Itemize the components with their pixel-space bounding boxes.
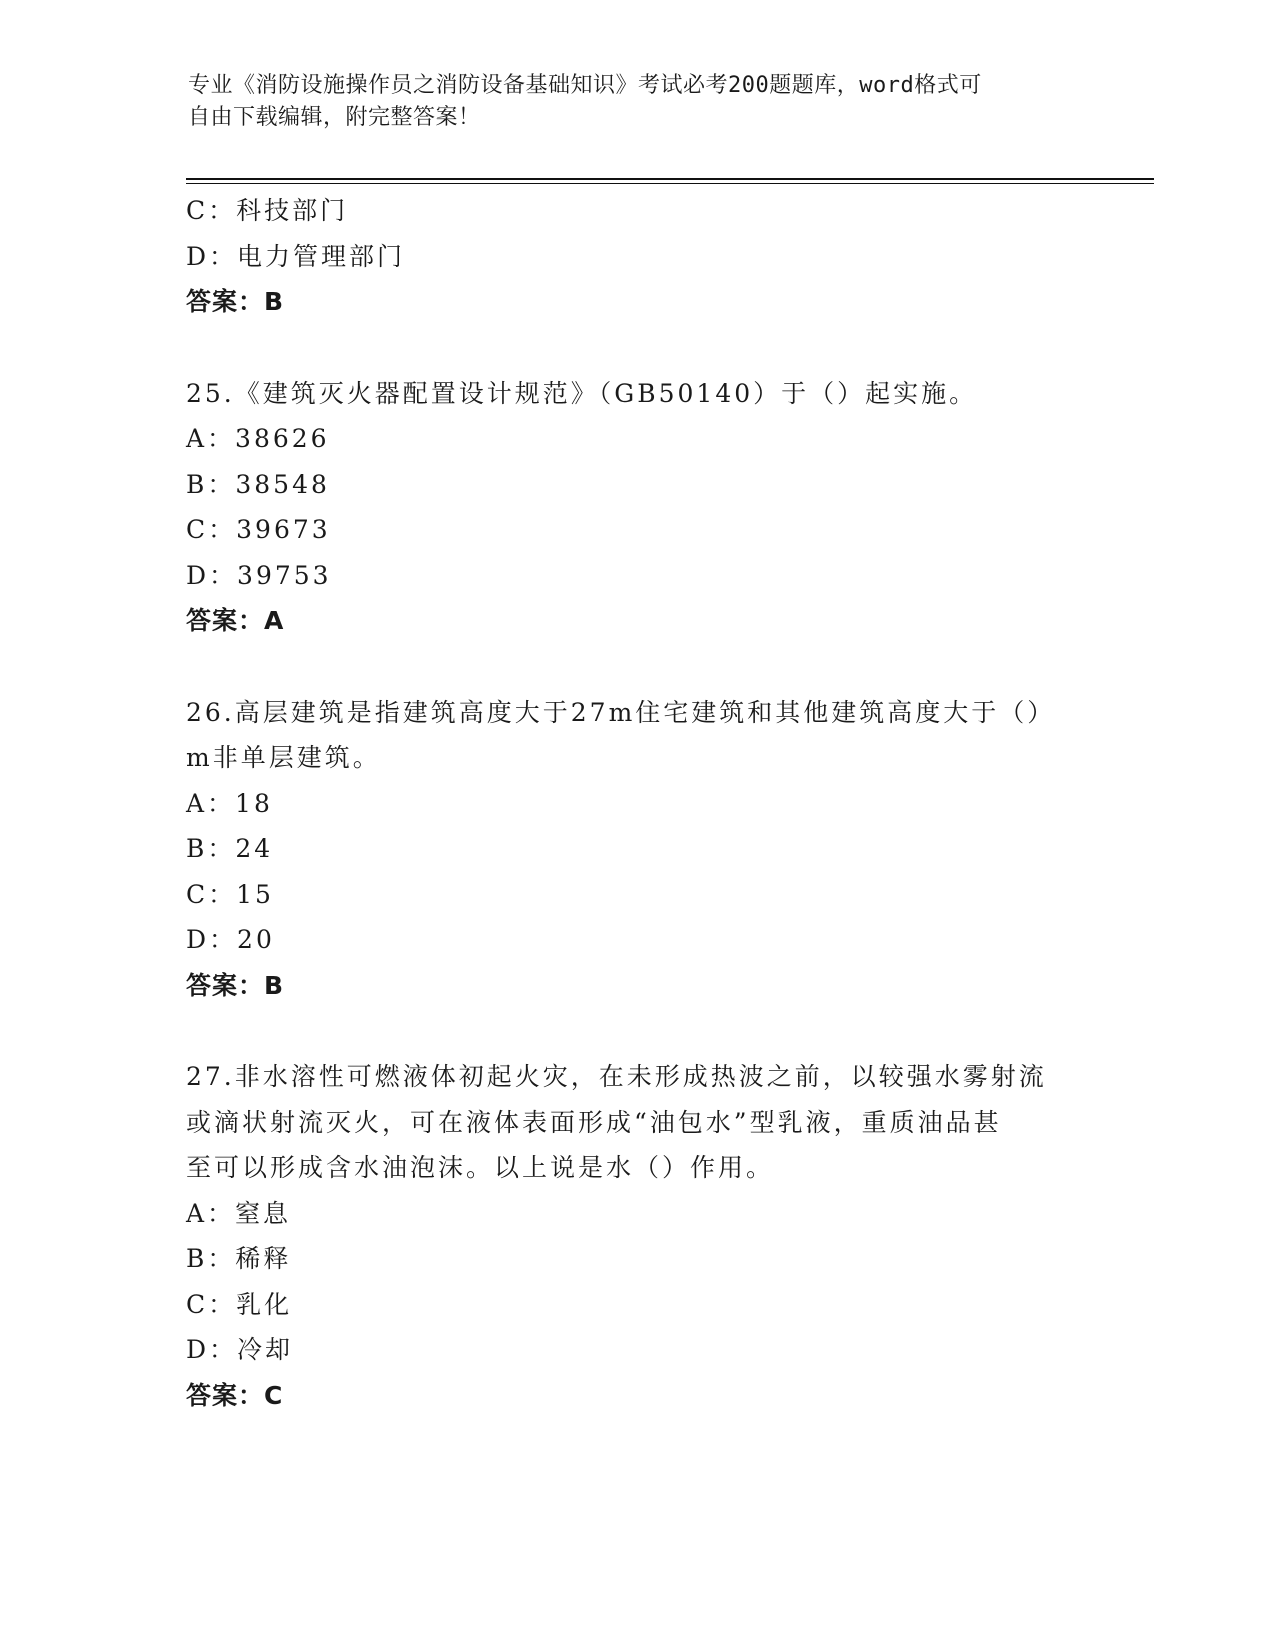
spacer [186, 1008, 1086, 1054]
option-c: C：科技部门 [186, 196, 349, 225]
header-line-2: 自由下载编辑，附完整答案！ [188, 105, 481, 130]
spacer [186, 325, 1086, 371]
answer-line: 答案：A [186, 606, 285, 635]
option-b: B：38548 [186, 469, 330, 499]
answer-line: 答案：B [186, 970, 285, 1000]
question-text: 27.非水溶性可燃液体初起火灾，在未形成热波之前，以较强水雾射流 [186, 1062, 1047, 1091]
option-b: B：稀释 [186, 1244, 292, 1273]
option-d: D：39753 [186, 560, 332, 590]
prev-question-block [186, 188, 1086, 325]
answer-line: 答案：C [186, 1380, 284, 1410]
question-text: m非单层建筑。 [186, 743, 381, 772]
option-b: B：24 [186, 834, 274, 863]
option-c: C：39673 [186, 515, 331, 544]
option-d: D：20 [186, 925, 275, 954]
question-25-block [186, 371, 1086, 644]
header-divider [186, 178, 1154, 184]
option-a: A：38626 [186, 424, 330, 453]
question-text: 26.高层建筑是指建筑高度大于27m住宅建筑和其他建筑高度大于（） [186, 697, 1056, 727]
page-header [188, 70, 1068, 134]
answer-line: 答案：B [186, 287, 285, 316]
question-text: 至可以形成含水油泡沫。以上说是水（）作用。 [186, 1153, 775, 1182]
question-26-block [186, 690, 1086, 1009]
option-c: C：乳化 [186, 1289, 293, 1319]
question-list [186, 188, 1086, 1418]
option-d: D：冷却 [186, 1335, 294, 1364]
option-a: A：窒息 [186, 1198, 292, 1228]
question-text: 或滴状射流灭火，可在液体表面形成“油包水”型乳液，重质油品甚 [186, 1107, 1002, 1137]
option-a: A：18 [186, 788, 273, 818]
question-27-block [186, 1054, 1086, 1418]
spacer [186, 644, 1086, 690]
question-text: 25.《建筑灭火器配置设计规范》（GB50140）于（）起实施。 [186, 378, 978, 408]
option-c: C：15 [186, 879, 274, 909]
header-line-1: 专业《消防设施操作员之消防设备基础知识》考试必考200题题库，word格式可 [188, 73, 982, 98]
option-d: D：电力管理部门 [186, 241, 406, 271]
